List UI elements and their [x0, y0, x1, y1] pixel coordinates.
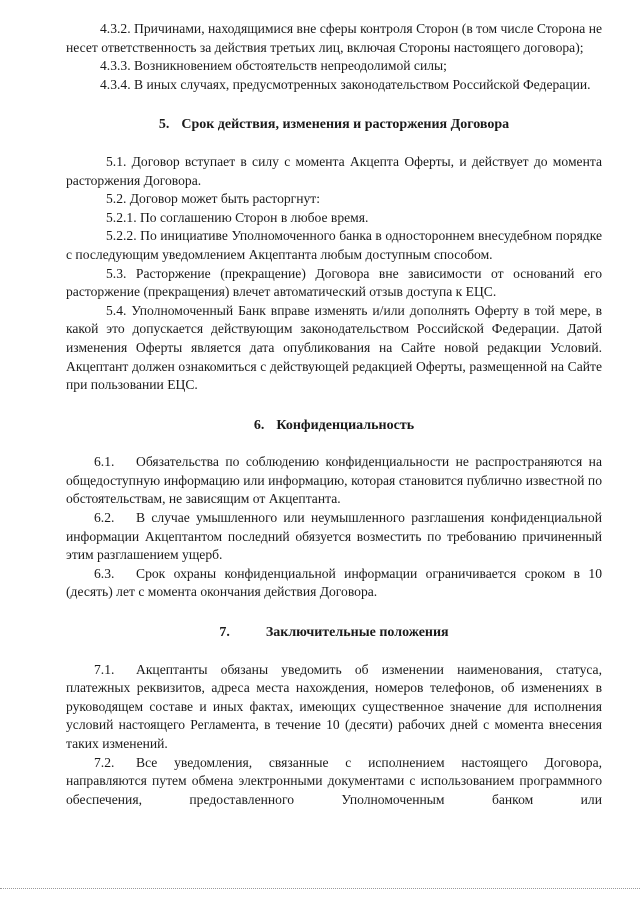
section-7-title: Заключительные положения [265, 625, 449, 641]
clause-6-2 [66, 509, 602, 565]
clause-7-1-text: Акцептанты обязаны уведомить об изменении наименования, статуса, платежных реквизитов, адреса места нахождения, номеров телефонов, об изменениях в руководящем составе и иных фактах, имеющих существенное значение для исполнения условий настоящего Регламента, в течение 10 (десяти) рабочих дней с момента внесения таких изменений. [66, 661, 602, 751]
clause-6-2-number: 6.2. [94, 510, 115, 526]
clause-7-2-number: 7.2. [94, 754, 115, 770]
section-7-heading [66, 624, 602, 643]
clause-6-2-text: В случае умышленного или неумышленного разглашения конфиденциальной информации Акцептантом последний обязуется возместить по требованию причиненный этим разглашением ущерб. [66, 510, 602, 563]
clause-6-1 [66, 453, 602, 509]
section-6-number: 6. [253, 417, 265, 433]
clause-6-1-number: 6.1. [94, 454, 115, 470]
clause-7-1 [66, 661, 602, 754]
clause-6-3 [66, 565, 602, 602]
clause-7-2-text: Все уведомления, связанные с исполнением настоящего Договора, направляются путем обмена электронными документами с использованием программного обеспечения, предоставленного Уполномоченным банком или [66, 754, 602, 807]
document-page [66, 20, 602, 809]
clause-6-1-text: Обязательства по соблюдению конфиденциальности не распространяются на общедоступную информацию или информацию, которая становится публично известной по обстоятельствам, не зависящим от Акцептанта. [66, 454, 602, 507]
clause-5-2-1: 5.2.1. По соглашению Сторон в любое время. [106, 209, 369, 225]
clause-5-3: 5.3. Расторжение (прекращение) Договора вне зависимости от оснований его расторжение (прекращения) влечет автоматический отзыв доступа к ЕЦС. [66, 265, 602, 300]
section-7-number: 7. [219, 625, 230, 641]
page-bottom-edge [0, 888, 640, 890]
clause-5-2: 5.2. Договор может быть расторгнут: [106, 191, 321, 207]
section-6-title: Конфиденциальность [276, 417, 415, 433]
clause-4-3-2: 4.3.2. Причинами, находящимися вне сферы контроля Сторон (в том числе Сторона не несет ответственность за действия третьих лиц, включая Стороны настоящего договора); [66, 21, 602, 55]
section-5-heading [66, 116, 602, 135]
clause-7-1-number: 7.1. [94, 661, 115, 677]
clause-5-1: 5.1. Договор вступает в силу с момента Акцепта Оферты, и действует до момента расторжения Договора. [66, 153, 602, 188]
clause-5-2-2: 5.2.2. По инициативе Уполномоченного банка в одностороннем внесудебном порядке с последующим уведомлением Акцептанта любым доступным способом. [66, 228, 602, 262]
section-5-title: Срок действия, изменения и расторжения Договора [181, 117, 510, 133]
clause-4-3-3: 4.3.3. Возникновением обстоятельств непреодолимой силы; [100, 58, 447, 74]
clause-7-2 [66, 754, 602, 810]
clause-6-3-text: Срок охраны конфиденциальной информации ограничивается сроком в 10 (десять) лет с момента окончания действия Договора. [66, 565, 602, 600]
clause-6-3-number: 6.3. [94, 565, 115, 581]
section-6-heading [66, 417, 602, 436]
clause-4-3-4: 4.3.4. В иных случаях, предусмотренных законодательством Российской Федерации. [100, 76, 591, 92]
section-5-number: 5. [158, 117, 170, 133]
clause-5-4: 5.4. Уполномоченный Банк вправе изменять и/или дополнять Оферту в той мере, в какой это допускается действующим законодательством Российской Федерации. Датой изменения Оферты является дата опубликования на Сайте новой редакции Условий. Акцептант должен ознакомиться с действующей редакцией Оферты, размещенной на Сайте при пользовании ЕЦС. [66, 302, 602, 393]
